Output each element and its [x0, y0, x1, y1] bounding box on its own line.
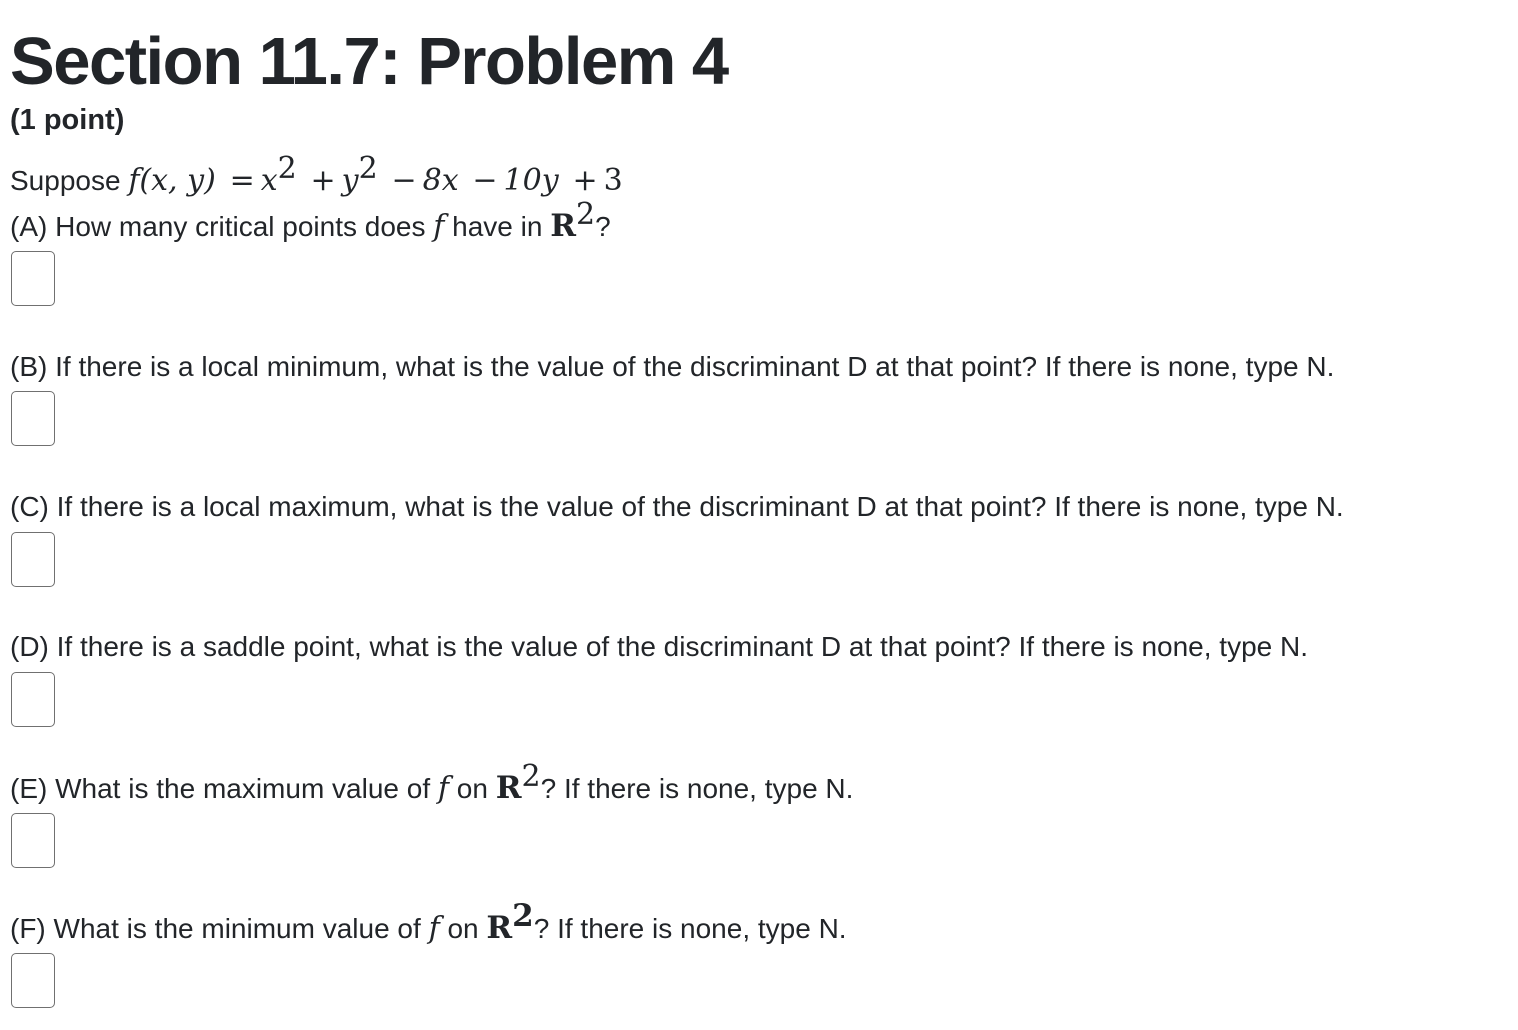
term-y-exponent: 2: [358, 150, 378, 186]
intro-text: Suppose: [10, 165, 121, 196]
answer-input-d[interactable]: [11, 672, 55, 727]
term-y: y: [341, 163, 359, 198]
function-lhs: f(x, y): [128, 163, 216, 198]
question-e-space-exponent: 2: [521, 758, 541, 794]
equals-sign: =: [229, 163, 255, 198]
answer-input-f[interactable]: [11, 953, 55, 1008]
question-f-space: R: [486, 910, 513, 946]
question-f: [10, 897, 847, 947]
minus-sign: −: [472, 163, 498, 198]
term-x-exponent: 2: [277, 150, 297, 186]
question-a-middle: have in: [452, 211, 543, 242]
question-e: [10, 758, 854, 807]
plus-sign: +: [310, 163, 336, 198]
question-a-text: (A) How many critical points does: [10, 211, 426, 242]
term-constant: 3: [603, 163, 623, 198]
answer-input-c[interactable]: [11, 532, 55, 587]
question-d: (D) If there is a saddle point, what is the value of the discriminant D at that point? If there is none, type N.: [10, 631, 1309, 662]
function-statement: [10, 150, 623, 199]
question-f-tail: ? If there is none, type N.: [533, 913, 847, 944]
question-e-middle: on: [456, 773, 488, 804]
question-e-space: R: [495, 770, 522, 806]
page-title: Section 11.7: Problem 4: [10, 24, 728, 99]
question-e-text: (E) What is the maximum value of: [10, 773, 431, 804]
term-10y: 10y: [503, 163, 559, 198]
question-b: (B) If there is a local minimum, what is the value of the discriminant D at that point? If there is none, type N.: [10, 351, 1335, 382]
question-f-text: (F) What is the minimum value of: [10, 913, 421, 944]
question-e-func: f: [437, 771, 450, 806]
question-f-func: f: [428, 911, 440, 946]
question-a: [10, 196, 611, 245]
question-f-middle: on: [447, 913, 479, 944]
minus-sign: −: [391, 163, 417, 198]
plus-sign: +: [572, 163, 598, 198]
term-x: x: [260, 163, 278, 198]
answer-input-b[interactable]: [11, 391, 55, 446]
question-e-tail: ? If there is none, type N.: [540, 773, 854, 804]
question-f-space-exponent: 2: [512, 897, 534, 934]
points-label: (1 point): [10, 104, 125, 136]
answer-input-a[interactable]: [11, 251, 55, 306]
question-c: (C) If there is a local maximum, what is the value of the discriminant D at that point? If there is none, type N.: [10, 491, 1344, 522]
question-a-space: R: [550, 208, 576, 244]
question-a-tail: ?: [595, 211, 611, 242]
term-8x: 8x: [422, 163, 459, 198]
question-a-func: f: [433, 209, 445, 244]
answer-input-e[interactable]: [11, 813, 55, 868]
question-a-space-exponent: 2: [576, 196, 596, 232]
